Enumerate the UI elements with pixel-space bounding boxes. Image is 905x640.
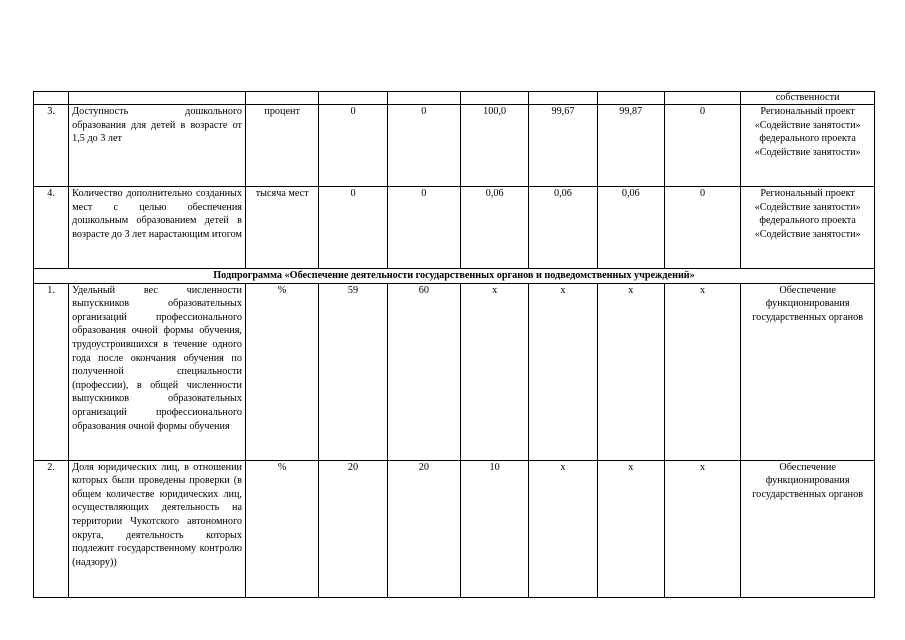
unit-cell: тысяча мест — [245, 187, 318, 269]
value-cell: 0 — [387, 187, 460, 269]
value-cell: х — [529, 460, 597, 597]
value-cell: 0 — [664, 187, 740, 269]
unit-cell: % — [245, 460, 318, 597]
value-cell: х — [664, 283, 740, 460]
unit-cell: процент — [245, 105, 318, 187]
value-cell: 0,06 — [529, 187, 597, 269]
indicator-name: Количество дополнительно созданных мест с целью обеспечения дошкольным образованием детей в возрасте до 3 лет нарастающим итогом — [69, 187, 246, 269]
row-number: 4. — [34, 187, 69, 269]
value-cell: 99,67 — [529, 105, 597, 187]
value-cell: 20 — [387, 460, 460, 597]
source-cell: Обеспечение функционирования государственных органов — [741, 283, 875, 460]
value-cell: 0 — [664, 105, 740, 187]
indicator-name: Доступность дошкольного образования для детей в возрасте от 1,5 до 3 лет — [69, 105, 246, 187]
section-header-row — [34, 269, 875, 284]
source-cell: собственности — [741, 92, 875, 105]
table-row-continued — [34, 92, 875, 105]
row-number: 3. — [34, 105, 69, 187]
value-cell: х — [460, 283, 528, 460]
unit-cell: % — [245, 283, 318, 460]
indicators-table — [33, 91, 875, 598]
value-cell: х — [597, 460, 664, 597]
value-cell: х — [529, 283, 597, 460]
table-row — [34, 283, 875, 460]
indicator-name: Доля юридических лиц, в отношении которых были проведены проверки (в общем количестве юридических лиц, осуществляющих деятельность на территории Чукотского автономного округа, деятельность которых подлежит государственному контролю (надзору)) — [69, 460, 246, 597]
value-cell: 0,06 — [460, 187, 528, 269]
section-title: Подпрограмма «Обеспечение деятельности государственных органов и подведомственных учреждений» — [34, 269, 875, 284]
source-cell: Региональный проект «Содействие занятости» федерального проекта «Содействие занятости» — [741, 105, 875, 187]
value-cell: 10 — [460, 460, 528, 597]
value-cell: 59 — [319, 283, 387, 460]
table-row — [34, 187, 875, 269]
value-cell: 0 — [319, 105, 387, 187]
row-number: 2. — [34, 460, 69, 597]
source-cell: Региональный проект «Содействие занятости» федерального проекта «Содействие занятости» — [741, 187, 875, 269]
value-cell: 0,06 — [597, 187, 664, 269]
value-cell: х — [664, 460, 740, 597]
value-cell: 60 — [387, 283, 460, 460]
value-cell: 20 — [319, 460, 387, 597]
value-cell: 0 — [387, 105, 460, 187]
indicator-name: Удельный вес численности выпускников образовательных организаций профессионального образования очной формы обучения, трудоустроившихся в течение одного года после окончания обучения по полученной специальности (профессии), в общей численности выпускников образовательных организаций профессионального образования очной формы обучения — [69, 283, 246, 460]
value-cell: 99,87 — [597, 105, 664, 187]
row-number: 1. — [34, 283, 69, 460]
value-cell: х — [597, 283, 664, 460]
source-cell: Обеспечение функционирования государственных органов — [741, 460, 875, 597]
value-cell: 100,0 — [460, 105, 528, 187]
table-row — [34, 460, 875, 597]
value-cell: 0 — [319, 187, 387, 269]
table-row — [34, 105, 875, 187]
